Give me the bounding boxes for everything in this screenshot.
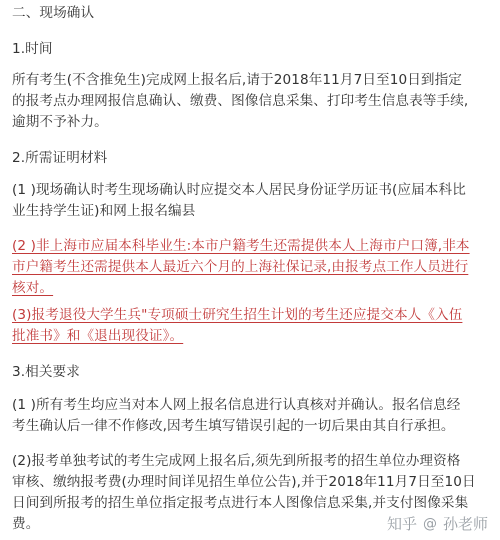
time-title: [12, 39, 496, 60]
requirements-title: [12, 362, 496, 383]
paragraph-line: 所有考生(不含推免生)完成网上报名后,请于2018年11月7日至10日到指定: [12, 72, 463, 88]
paragraph-line: (2 )非上海市应届本科毕业生:本市户籍考生还需提供本人上海市户口簿,非本: [12, 238, 470, 254]
materials-item-1: [12, 180, 496, 222]
zhihu-watermark: [387, 513, 488, 534]
section-heading-text: 二、现场确认: [12, 5, 95, 21]
materials-title-text: 2.所需证明材料: [12, 150, 108, 166]
watermark-author: 孙老师: [442, 515, 488, 533]
requirements-title-text: 3.相关要求: [12, 364, 80, 380]
paragraph-line: 的报考点办理网报信息确认、缴费、图像信息采集、打印考生信息表等手续,: [12, 93, 469, 109]
materials-item-3: [12, 305, 496, 347]
paragraph-line: 费。: [12, 516, 40, 532]
paragraph-line: 核对。: [12, 280, 54, 296]
paragraph-line: 考生确认后一律不作修改,因考生填写错误引起的一切后果由其自行承担。: [12, 418, 455, 434]
paragraph-line: 批准书》和《退出现役证》。: [12, 328, 184, 344]
paragraph-line: 日间到所报考的招生单位指定报考点进行本人图像信息采集,并支付图像采集: [12, 495, 469, 511]
requirements-item-1: [12, 395, 496, 437]
time-title-text: 1.时间: [12, 41, 53, 57]
time-paragraph: [12, 70, 496, 133]
paragraph-line: 审核、缴纳报考费(办理时间详见招生单位公告),并于2018年11月7日至10日: [12, 474, 476, 490]
paragraph-line: (2)报考单独考试的考生完成网上报名后,须先到所报考的招生单位办理资格: [12, 453, 461, 469]
paragraph-line: (1 )现场确认时考生现场确认时应提交本人居民身份证学历证书(应届本科比: [12, 182, 466, 198]
materials-title: [12, 148, 496, 169]
section-heading: [12, 3, 496, 24]
watermark-at: @: [422, 515, 437, 532]
watermark-brand: 知乎: [386, 515, 417, 533]
paragraph-line: (1 )所有考生均应当对本人网上报名信息进行认真核对并确认。报名信息经: [12, 397, 461, 413]
paragraph-line: 业生持学生证)和网上报名编县: [12, 203, 196, 219]
paragraph-line: 市户籍考生还需提供本人最近六个月的上海社保记录,由报考点工作人员进行: [12, 259, 469, 275]
paragraph-line: (3)报考退役大学生兵"专项硕士研究生招生计划的考生还应提交本人《入伍: [12, 307, 463, 323]
paragraph-line: 逾期不予补力。: [12, 114, 108, 130]
materials-item-2: [12, 236, 496, 299]
